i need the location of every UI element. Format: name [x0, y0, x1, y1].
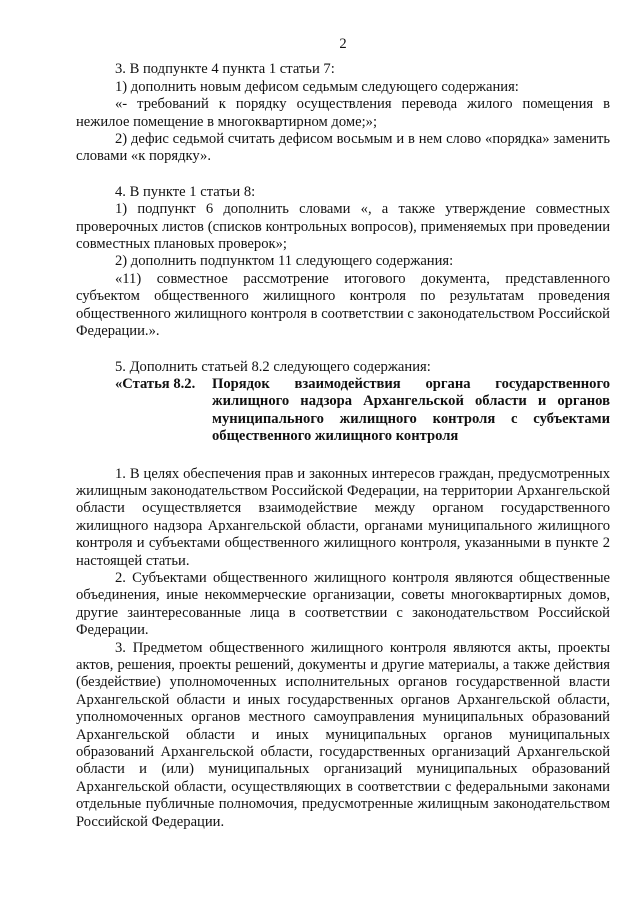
section-3-heading: 3. В подпункте 4 пункта 1 статьи 7: — [115, 61, 335, 78]
section-5-heading: 5. Дополнить статьей 8.2 следующего содержания: — [115, 358, 431, 375]
article-paragraph-3: 3. Предметом общественного жилищного контроля являются акты, проекты актов, решения, проекты решений, документы и другие материалы, а также действия (бездействие) уполномоченных исполнительных органов государственной власти Архангельской области и иных государственных органов Архангельской области, уполномоченных органов местного самоуправления муниципальных образований Архангельской области и иных муниципальных органов муниципальных образований Архангельской области, государственных организаций Архангельской области и (или) муниципальных организаций муниципальных образований Архангельской области, осуществляющих в соответствии с федеральными законами отдельные публичные полномочия, предусмотренные жилищным законодательством Российской Федерации. — [76, 639, 610, 830]
section-4-item-1: 1) подпункт 6 дополнить словами «, а также утверждение совместных проверочных листов (списков контрольных вопросов), применяемых при проведении совместных плановых проверок»; — [76, 201, 610, 253]
article-paragraph-1: 1. В целях обеспечения прав и законных интересов граждан, предусмотренных жилищным законодательством Российской Федерации, на территории Архангельской области осуществляется взаимодействие между органом государственного жилищного надзора Архангельской области, органами муниципального жилищного контроля и субъектами общественного жилищного контроля, указанными в пункте 2 настоящей статьи. — [76, 465, 610, 569]
spacer — [76, 166, 610, 184]
section-4-item-2: 2) дополнить подпунктом 11 следующего содержания: — [115, 253, 454, 270]
section-3-quote: «- требований к порядку осуществления перевода жилого помещения в нежилое помещение в многоквартирном доме;»; — [76, 96, 610, 130]
section-3-item-2: 2) дефис седьмой считать дефисом восьмым и в нем слово «порядка» заменить словами «к порядку». — [76, 131, 610, 165]
article-number: «Статья 8.2. — [115, 375, 196, 392]
article-heading — [76, 376, 610, 446]
section-3 — [76, 61, 610, 165]
section-4 — [76, 184, 610, 341]
article-title: Порядок взаимодействия органа государственного жилищного надзора Архангельской области и органов муниципального жилищного контроля с субъектами общественного жилищного контроля — [212, 375, 610, 445]
spacer — [76, 341, 610, 359]
section-3-item-1: 1) дополнить новым дефисом седьмым следующего содержания: — [115, 78, 519, 95]
article-paragraph-2: 2. Субъектами общественного жилищного контроля являются общественные объединения, иные некоммерческие организации, советы многоквартирных домов, другие заинтересованные лица в соответствии с законодательством Российской Федерации. — [76, 569, 610, 639]
section-4-heading: 4. В пункте 1 статьи 8: — [115, 183, 256, 200]
section-4-quote: «11) совместное рассмотрение итогового документа, представленного субъектом общественного жилищного контроля по результатам проведения общественного жилищного контроля в соответствии с законодательством Российской Федерации.». — [76, 270, 610, 340]
document-page — [76, 36, 610, 831]
page-number: 2 — [339, 36, 347, 52]
section-5 — [76, 359, 610, 832]
